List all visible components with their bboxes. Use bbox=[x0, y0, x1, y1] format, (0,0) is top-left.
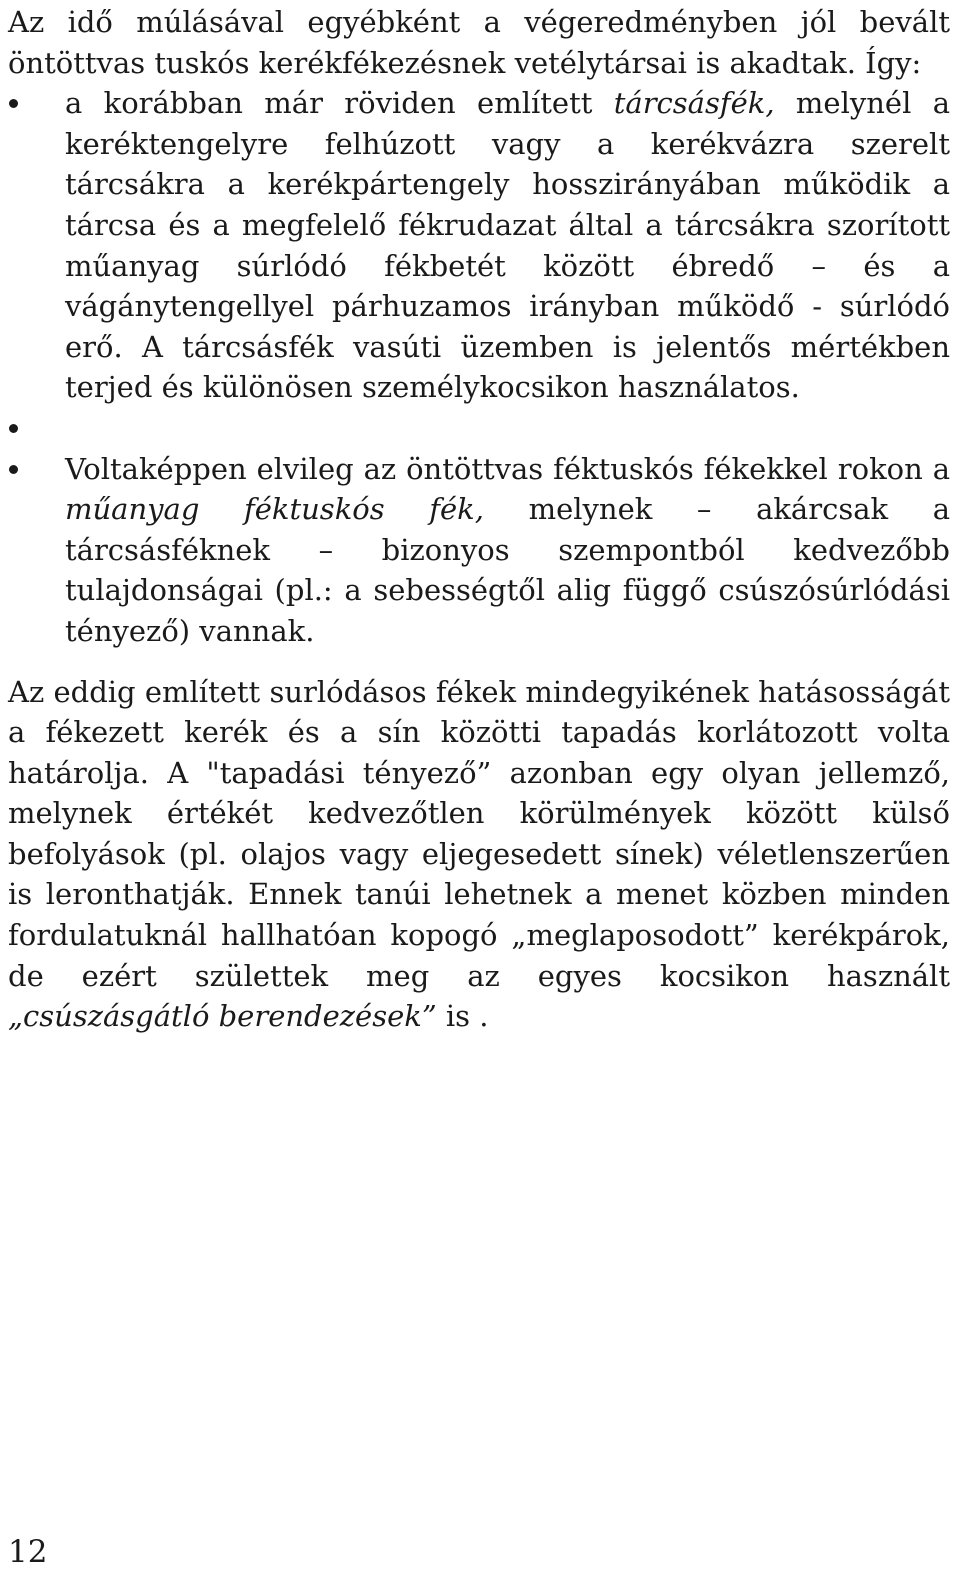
bullet-list bbox=[8, 83, 950, 651]
page-number: 12 bbox=[8, 1534, 48, 1570]
bullet-item-disc-brake bbox=[8, 83, 950, 408]
adhesion-paragraph bbox=[8, 672, 950, 1037]
paragraph-italic-term: „csúszásgátló berendezések” bbox=[8, 999, 437, 1034]
bullet-text: a korábban már röviden említett bbox=[65, 86, 614, 121]
bullet-icon bbox=[9, 424, 18, 433]
intro-paragraph: Az idő múlásával egyébként a végeredményben jól bevált öntöttvas tuskós kerékfékezésnek vetélytársai is akadtak. Így: bbox=[8, 5, 950, 80]
bullet-item-empty bbox=[8, 408, 950, 449]
bullet-text-rest: melynek – akárcsak a tárcsásféknek – bizonyos szempontból kedvezőbb tulajdonságai (pl.: a sebességtől alig függő csúszósúrlódási tényező) vannak. bbox=[65, 492, 950, 648]
bullet-item-plastic-brake bbox=[8, 449, 950, 652]
bullet-icon bbox=[9, 99, 18, 108]
paragraph-text-end: is . bbox=[436, 999, 489, 1034]
bullet-text-rest: melynél a keréktengelyre felhúzott vagy a kerékvázra szerelt tárcsákra a kerékpártengely hosszirányában működik a tárcsa és a megfelelő fékrudazat által a tárcsákra szorított műanyag súrlódó fékbetét között ébredő – és a vágánytengellyel párhuzamos irányban működő - súrlódó erő. A tárcsásfék vasúti üzemben is jelentős mértékben terjed és különösen személykocsikon használatos. bbox=[65, 86, 950, 405]
bullet-text: Voltaképpen elvileg az öntöttvas féktuskós fékekkel rokon a bbox=[65, 451, 950, 486]
bullet-italic-term: műanyag féktuskós fék, bbox=[65, 492, 484, 527]
paragraph-text: Az eddig említett surlódásos fékek mindegyikének hatásosságát a fékezett kerék és a sín közötti tapadás korlátozott volta határolja. A "tapadási tényező” azonban egy olyan jellemző, melynek értékét kedvezőtlen körülmények között külső befolyások (pl. olajos vagy eljegesedett sínek) véletlenszerűen is leronthatják. Ennek tanúi lehetnek a menet közben minden fordulatuknál hallhatóan kopogó „meglaposodott” kerékpárok, de ezért születtek meg az egyes kocsikon használt bbox=[8, 674, 950, 993]
document-page bbox=[8, 0, 950, 1037]
bullet-italic-term: tárcsásfék, bbox=[613, 86, 775, 121]
bullet-icon bbox=[9, 465, 18, 474]
